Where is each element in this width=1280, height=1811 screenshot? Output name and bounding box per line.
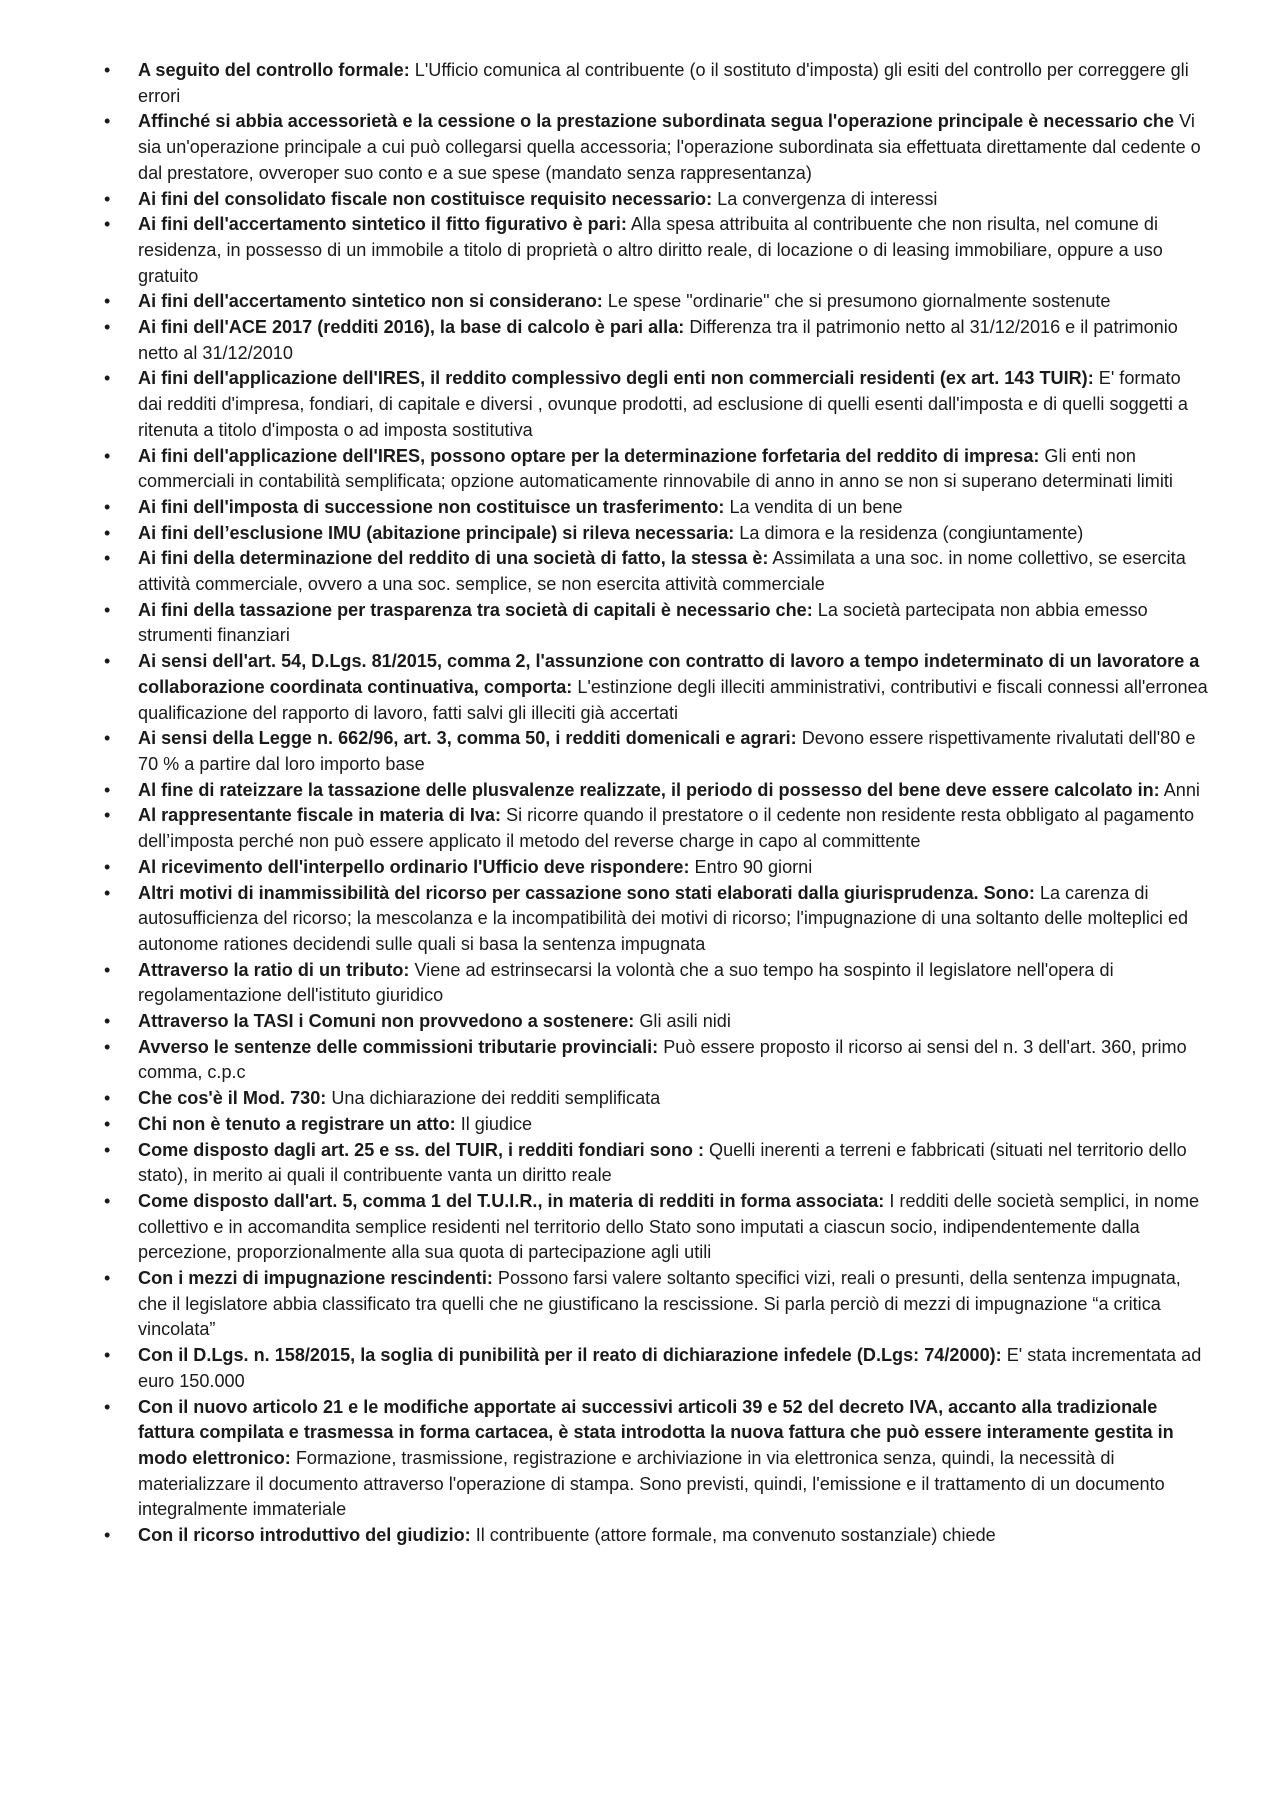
list-item (104, 803, 1208, 854)
question-text: Ai fini dell’esclusione IMU (abitazione principale) si rileva necessaria: (138, 522, 735, 543)
bullet-icon: • (104, 111, 111, 132)
list-item (104, 1266, 1208, 1343)
question-text: Ai fini dell'applicazione dell'IRES, possono optare per la determinazione forfetaria del reddito di impresa: (138, 445, 1040, 466)
bullet-icon: • (104, 728, 111, 749)
question-text: Ai fini dell'accertamento sintetico il fitto figurativo è pari: (138, 214, 627, 235)
list-item (104, 1112, 1208, 1138)
list-item (104, 649, 1208, 726)
list-item (104, 315, 1208, 366)
bullet-icon: • (104, 1113, 111, 1134)
answer-text: L'estinzione degli illeciti amministrativi, contributivi e fiscali connessi all'erronea qualificazione del rapporto di lavoro, fatti salvi gli illeciti già accertati (138, 676, 1208, 723)
question-text: Al ricevimento dell'interpello ordinario l'Ufficio deve rispondere: (138, 856, 690, 877)
list-item (104, 444, 1208, 495)
list-item (104, 855, 1208, 881)
question-text: Ai fini della determinazione del reddito di una società di fatto, la stessa è: (138, 548, 769, 569)
bullet-icon: • (104, 805, 111, 826)
list-item (104, 1009, 1208, 1035)
bullet-icon: • (104, 599, 111, 620)
answer-text: Viene ad estrinsecarsi la volontà che a suo tempo ha sospinto il legislatore nell'opera di regolamentazione dell'istituto giuridico (138, 959, 1114, 1006)
list-item (104, 1086, 1208, 1112)
answer-text: L'Ufficio comunica al contribuente (o il sostituto d'imposta) gli esiti del controllo per correggere gli errori (138, 60, 1189, 106)
answer-text: Il contribuente (attore formale, ma convenuto sostanziale) chiede (470, 1525, 996, 1546)
list-item (104, 187, 1208, 213)
list-item (104, 881, 1208, 958)
answer-text: E' stata incrementata ad euro 150.000 (138, 1345, 1202, 1391)
bullet-icon: • (104, 959, 111, 980)
bullet-icon: • (104, 882, 111, 903)
bullet-icon: • (104, 1088, 111, 1109)
list-item (104, 212, 1208, 289)
bullet-icon: • (104, 856, 111, 877)
bullet-icon: • (104, 1525, 111, 1546)
answer-text: La carenza di autosufficienza del ricorso; la mescolanza e la incompatibilità dei motivi di ricorso; l'impugnazione di una soltanto delle molteplici ed autonome rationes decidendi sulle quali si basa la sentenza impugnata (138, 882, 1189, 954)
question-text: Ai fini del consolidato fiscale non costituisce requisito necessario: (138, 188, 713, 209)
bullet-icon: • (104, 496, 111, 517)
answer-text: Alla spesa attribuita al contribuente che non risulta, nel comune di residenza, in possesso di un immobile a titolo di proprietà o altro diritto reale, di locazione o di leasing immobiliare, oppure a uso gratuito (138, 214, 1163, 286)
answer-text: La vendita di un bene (724, 496, 903, 517)
question-text: Avverso le sentenze delle commissioni tributarie provinciali: (138, 1036, 659, 1057)
bullet-icon: • (104, 548, 111, 569)
list-item (104, 1138, 1208, 1189)
bullet-icon: • (104, 522, 111, 543)
list-item (104, 958, 1208, 1009)
answer-text: Devono essere rispettivamente rivalutati dell'80 e 70 % a partire dal loro importo base (138, 728, 1196, 774)
list-item (104, 1523, 1208, 1549)
question-text: Con il nuovo articolo 21 e le modifiche apportate ai successivi articoli 39 e 52 del decreto IVA, accanto alla tradizionale fattura compilata e trasmessa in forma cartacea, è stata introdotta la nuova fattura che può essere interamente gestita in modo elettronico: (138, 1396, 1174, 1468)
answer-text: Gli asili nidi (634, 1011, 731, 1032)
question-text: Che cos'è il Mod. 730: (138, 1088, 327, 1109)
list-item (104, 726, 1208, 777)
bullet-icon: • (104, 779, 111, 800)
list-item (104, 58, 1208, 109)
bullet-icon: • (104, 651, 111, 672)
answer-text: Le spese "ordinarie" che si presumono giornalmente sostenute (602, 291, 1111, 312)
question-text: Ai fini dell'imposta di successione non costituisce un trasferimento: (138, 496, 725, 517)
list-item (104, 289, 1208, 315)
bullet-icon: • (104, 1011, 111, 1032)
answer-text: Formazione, trasmissione, registrazione e archiviazione in via elettronica senza, quindi, la necessità di materializzare il documento attraverso l'operazione di stampa. Sono previsti, quindi, l'emissione e il trattamento di un documento integralmente immateriale (138, 1447, 1165, 1520)
question-text: Chi non è tenuto a registrare un atto: (138, 1113, 456, 1134)
answer-text: Può essere proposto il ricorso ai sensi del n. 3 dell'art. 360, primo comma, c.p.c (138, 1036, 1187, 1083)
answer-text: La convergenza di interessi (712, 188, 938, 209)
question-text: Al rappresentante fiscale in materia di Iva: (138, 805, 502, 826)
bullet-icon: • (104, 1268, 111, 1289)
question-text: Attraverso la ratio di un tributo: (138, 959, 410, 980)
question-text: Come disposto dall'art. 5, comma 1 del T.U.I.R., in materia di redditi in forma associata: (138, 1190, 885, 1211)
answer-text: Vi sia un'operazione principale a cui può collegarsi quella accessoria; l'operazione subordinata sia effettuata direttamente dal cedente o dal prestatore, ovveroper suo conto e a sue spese (mandato senza rappresentanza) (138, 111, 1201, 183)
question-text: Ai fini della tassazione per trasparenza tra società di capitali è necessario che: (138, 599, 813, 620)
question-text: Come disposto dagli art. 25 e ss. del TUIR, i redditi fondiari sono : (138, 1139, 705, 1160)
question-text: Ai fini dell'ACE 2017 (redditi 2016), la base di calcolo è pari alla: (138, 317, 685, 338)
question-text: Affinché si abbia accessorietà e la cessione o la prestazione subordinata segua l'operazione principale è necessario che (138, 111, 1175, 132)
list-item (104, 495, 1208, 521)
answer-text: Anni (1159, 779, 1200, 800)
question-text: Altri motivi di inammissibilità del ricorso per cassazione sono stati elaborati dalla giurisprudenza. Sono: (138, 882, 1035, 903)
list-item (104, 778, 1208, 804)
list-item (104, 1395, 1208, 1524)
answer-text: Gli enti non commerciali in contabilità semplificata; opzione automaticamente rinnovabile di anno in anno se non si superano determinati limiti (138, 445, 1173, 492)
list-item (104, 1343, 1208, 1394)
bullet-icon: • (104, 214, 111, 235)
answer-text: Entro 90 giorni (689, 856, 813, 877)
bullet-icon: • (104, 1036, 111, 1057)
bullet-icon: • (104, 1396, 111, 1417)
list-item (104, 598, 1208, 649)
bullet-icon: • (104, 445, 111, 466)
question-text: A seguito del controllo formale: (138, 60, 410, 80)
answer-text: Assimilata a una soc. in nome collettivo, se esercita attività commerciale, ovvero a una soc. semplice, se non esercita attività commerciale (138, 548, 1186, 595)
answer-text: E' formato dai redditi d'impresa, fondiari, di capitale e diversi , ovunque prodotti, ad esclusione di quelli esenti dall'imposta e di quelli soggetti a ritenuta a titolo d'imposta o ad imposta sostitutiva (138, 368, 1188, 440)
question-text: Ai sensi dell'art. 54, D.Lgs. 81/2015, comma 2, l'assunzione con contratto di lavoro a tempo indeterminato di un lavoratore a collaborazione coordinata continuativa, comporta: (138, 651, 1200, 697)
list-item (104, 109, 1208, 186)
answer-text: La dimora e la residenza (congiuntamente) (734, 522, 1084, 543)
answer-text: Quelli inerenti a terreni e fabbricati (situati nel territorio dello stato), in merito ai quali il contribuente vanta un diritto reale (138, 1139, 1187, 1186)
answer-text: Possono farsi valere soltanto specifici vizi, reali o presunti, della sentenza impugnata, che il legislatore abbia classificato tra quelli che ne giustificano la rescissione. Si parla perciò di mezzi di impugnazione “a critica vincolata” (138, 1268, 1181, 1340)
question-text: Al fine di rateizzare la tassazione delle plusvalenze realizzate, il periodo di possesso del bene deve essere calcolato in: (138, 779, 1160, 800)
list-item (104, 366, 1208, 443)
answer-text: Una dichiarazione dei redditi semplificata (326, 1088, 661, 1109)
question-text: Con il D.Lgs. n. 158/2015, la soglia di punibilità per il reato di dichiarazione infedele (D.Lgs: 74/2000): (138, 1345, 1002, 1366)
question-text: Ai sensi della Legge n. 662/96, art. 3, comma 50, i redditi domenicali e agrari: (138, 728, 797, 749)
bullet-icon: • (104, 317, 111, 338)
list-item (104, 546, 1208, 597)
list-item (104, 1035, 1208, 1086)
answer-text: La società partecipata non abbia emesso strumenti finanziari (138, 599, 1148, 646)
answer-text: Differenza tra il patrimonio netto al 31/12/2016 e il patrimonio netto al 31/12/2010 (138, 317, 1178, 363)
list-item (104, 521, 1208, 547)
answer-text: Si ricorre quando il prestatore o il cedente non residente resta obbligato al pagamento dell’imposta perché non può essere applicato il metodo del reverse charge in capo al committente (138, 805, 1195, 852)
question-text: Ai fini dell'accertamento sintetico non si considerano: (138, 291, 603, 312)
bullet-icon: • (104, 368, 111, 389)
question-text: Ai fini dell'applicazione dell'IRES, il reddito complessivo degli enti non commerciali residenti (ex art. 143 TUIR): (138, 368, 1094, 389)
bullet-icon: • (104, 1139, 111, 1160)
list-item (104, 1189, 1208, 1266)
bullet-icon: • (104, 60, 111, 80)
question-text: Attraverso la TASI i Comuni non provvedono a sostenere: (138, 1011, 635, 1032)
answer-text: Il giudice (455, 1113, 533, 1134)
question-text: Con i mezzi di impugnazione rescindenti: (138, 1268, 493, 1289)
bullet-icon: • (104, 1345, 111, 1366)
bullet-icon: • (104, 1190, 111, 1211)
bullet-icon: • (104, 291, 111, 312)
bullet-icon: • (104, 188, 111, 209)
question-text: Con il ricorso introduttivo del giudizio: (138, 1525, 471, 1546)
answer-text: I redditi delle società semplici, in nome collettivo e in accomandita semplice residenti nel territorio dello Stato sono imputati a ciascun socio, indipendentemente dalla percezione, proporzionalmente alla sua quota di partecipazione agli utili (138, 1190, 1200, 1263)
qa-list (104, 58, 1208, 1549)
